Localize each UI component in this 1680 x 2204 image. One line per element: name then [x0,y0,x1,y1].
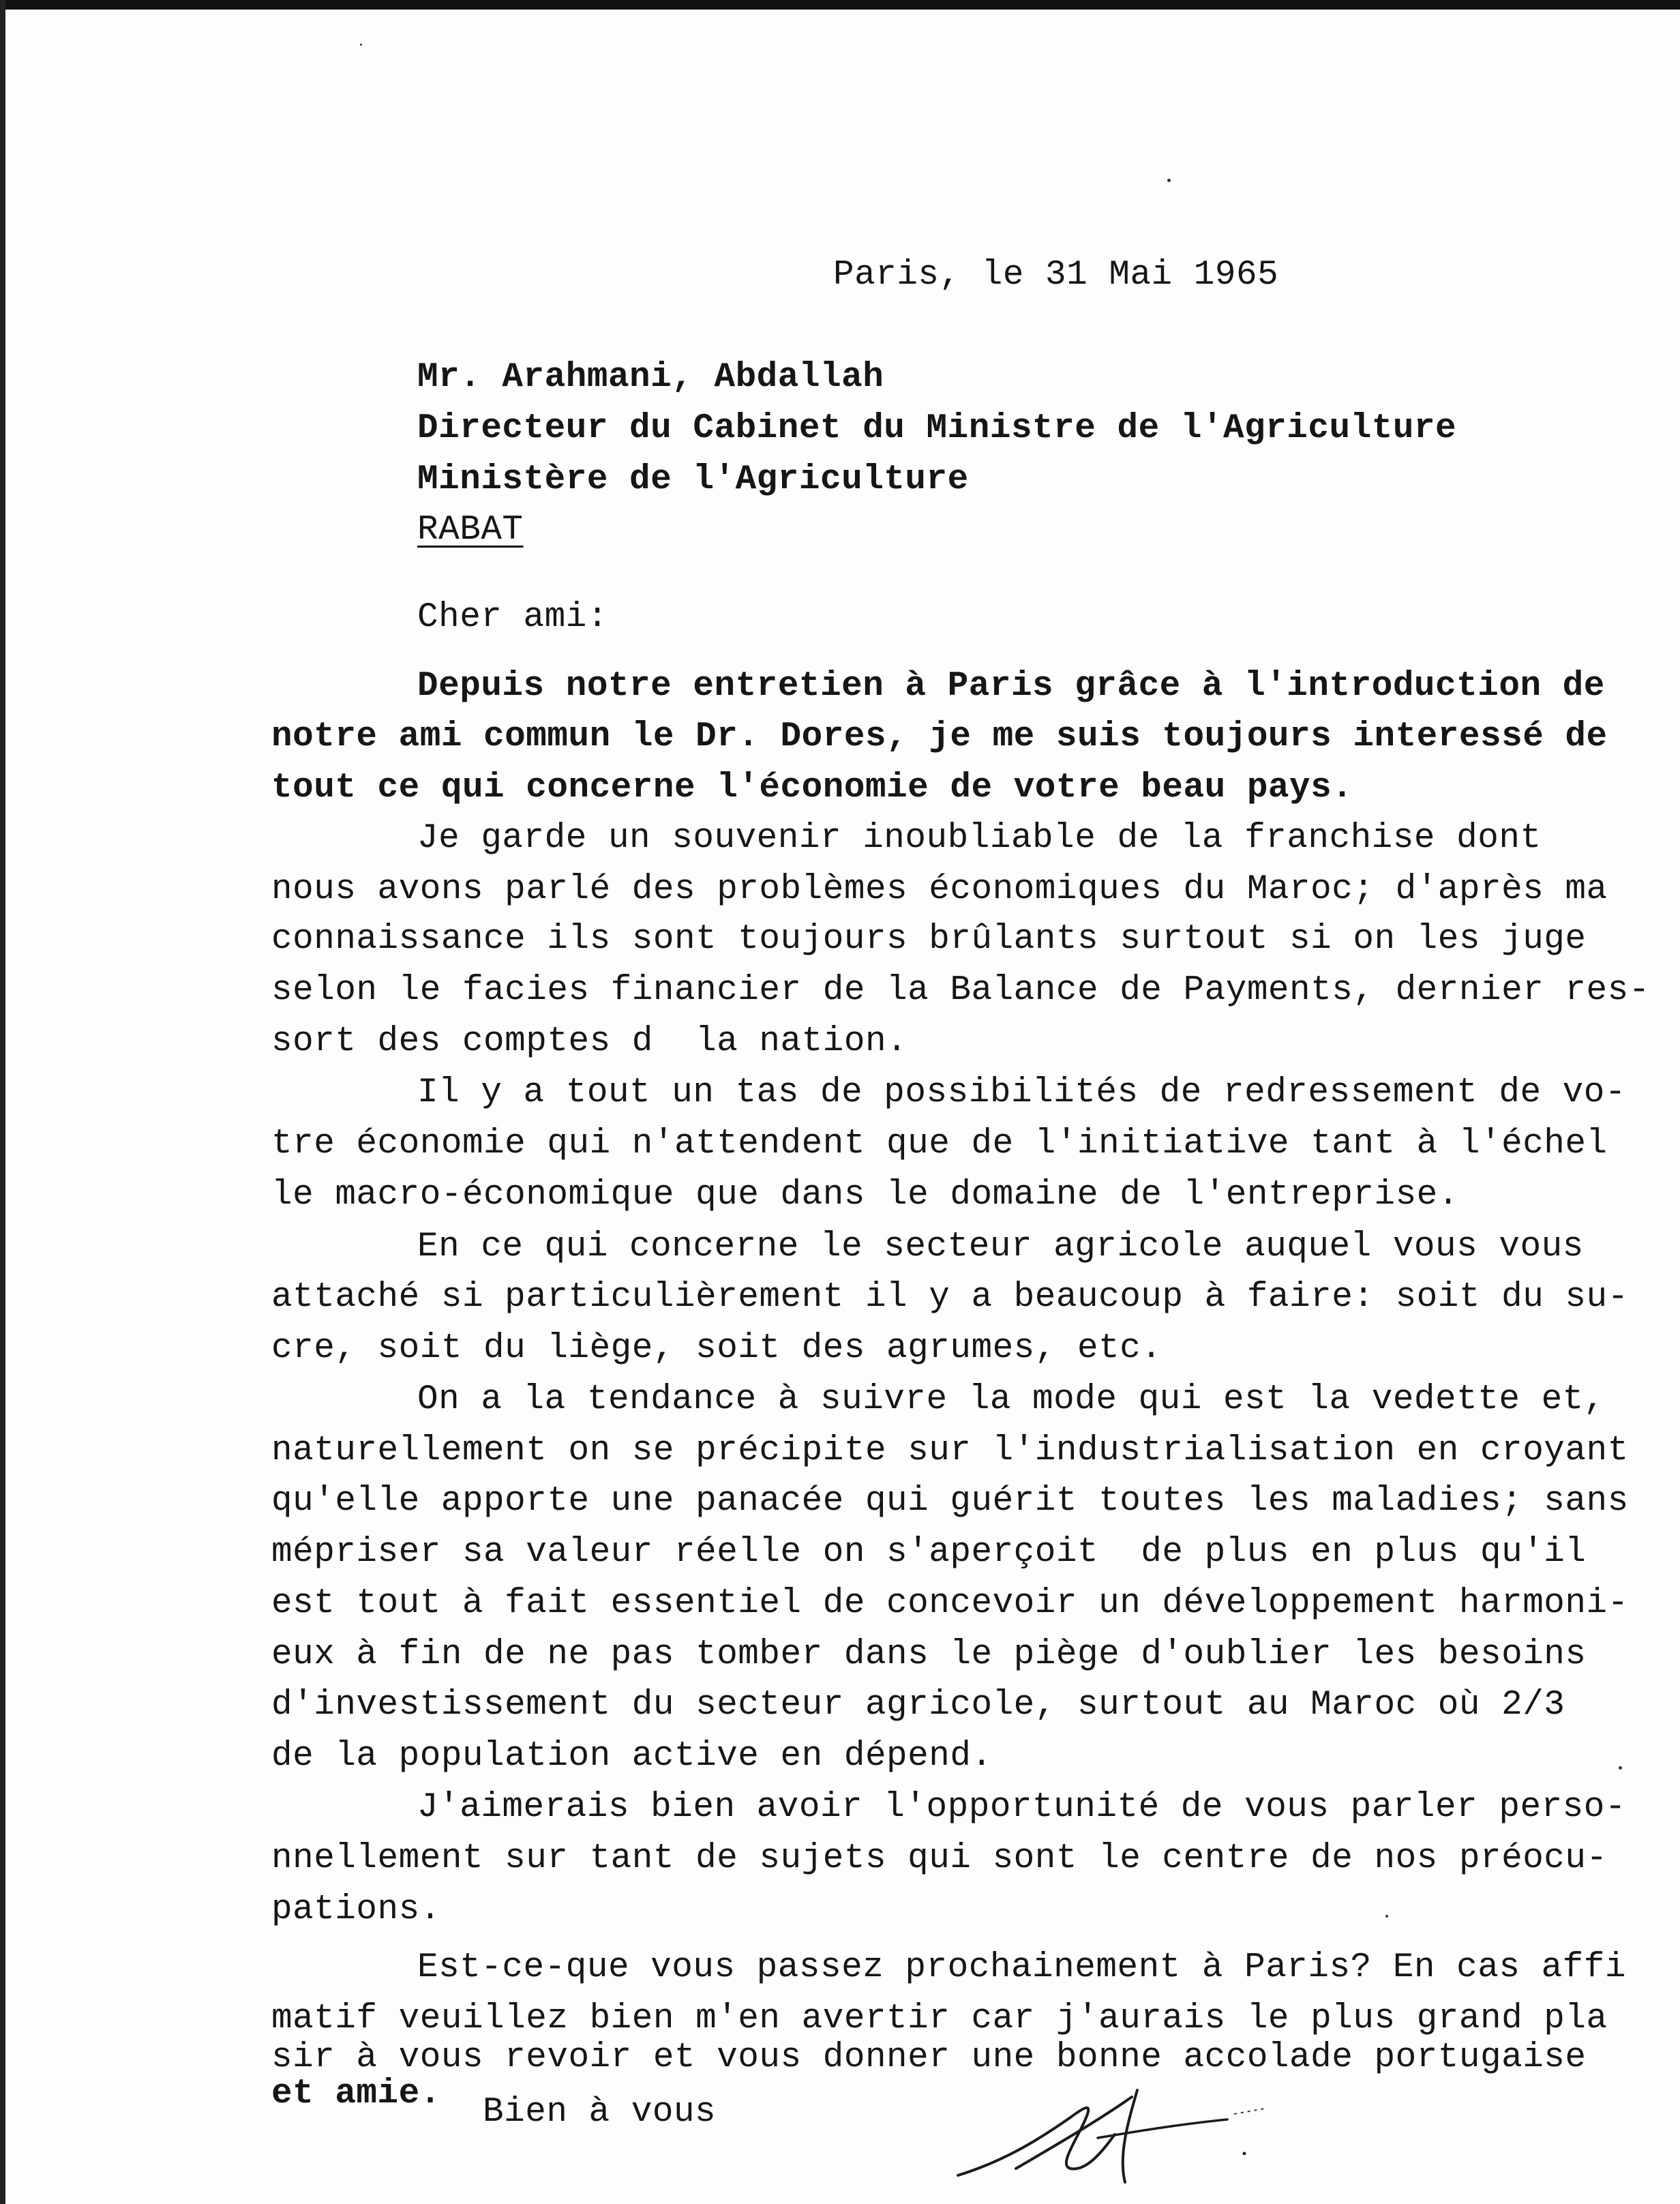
body-line: matif veuillez bien m'en avertir car j'aurais le plus grand pla [271,1999,1608,2038]
body-line: est tout à fait essentiel de concevoir un développement harmoni- [271,1584,1629,1623]
body-line: sort des comptes d la nation. [271,1022,908,1061]
body-line: mépriser sa valeur réelle on s'aperçoit de plus en plus qu'il [271,1533,1587,1572]
body-line: nous avons parlé des problèmes économiques du Maroc; d'après ma [271,870,1608,909]
body-line: eux à fin de ne pas tomber dans le piège d'oublier les besoins [271,1635,1587,1674]
body-line: sir à vous revoir et vous donner une bonne accolade portugaise [271,2038,1587,2077]
dateline: Paris, le 31 Mai 1965 [833,256,1279,295]
recipient-title: Directeur du Cabinet du Ministre de l'Agriculture [417,409,1457,448]
salutation: Cher ami: [417,598,608,637]
recipient-name: Mr. Arahmani, Abdallah [417,358,884,397]
recipient-city: RABAT [417,511,524,550]
body-line: d'investissement du secteur agricole, surtout au Maroc où 2/3 [271,1686,1565,1725]
scan-speck [1619,1766,1622,1770]
body-line: cre, soit du liège, soit des agrumes, etc. [271,1329,1162,1368]
body-line: pations. [271,1890,441,1929]
scan-speck [1167,179,1171,182]
body-line: notre ami commun le Dr. Dores, je me suis toujours interessé de [271,717,1608,756]
body-line: Je garde un souvenir inoubliable de la franchise dont [417,819,1542,858]
body-line: En ce qui concerne le secteur agricole auquel vous vous [417,1227,1584,1266]
signature-mark [955,2066,1268,2196]
body-line: connaissance ils sont toujours brûlants surtout si on les juge [271,920,1587,959]
body-line: On a la tendance à suivre la mode qui est la vedette et, [417,1380,1605,1419]
recipient-ministry: Ministère de l'Agriculture [417,460,969,499]
scan-edge-left [0,0,5,2204]
body-line: Il y a tout un tas de possibilités de redressement de vo- [417,1073,1626,1112]
scan-speck [1385,1915,1388,1918]
body-line: et amie. [271,2074,441,2113]
body-line: nnellement sur tant de sujets qui sont le centre de nos préocu- [271,1839,1608,1878]
body-line: de la population active en dépend. [271,1737,993,1776]
body-line: le macro-économique que dans le domaine de l'entreprise. [271,1176,1459,1215]
body-line: tout ce qui concerne l'économie de votre beau pays. [271,769,1353,807]
body-line: Depuis notre entretien à Paris grâce à l'introduction de [417,667,1605,706]
body-line: qu'elle apporte une panacée qui guérit toutes les maladies; sans [271,1482,1629,1521]
scan-edge-top [0,0,1680,10]
body-line: tre économie qui n'attendent que de l'initiative tant à l'échel [271,1125,1608,1163]
scan-speck [360,44,362,46]
body-line: attaché si particulièrement il y a beaucoup à faire: soit du su- [271,1278,1629,1317]
body-line: J'aimerais bien avoir l'opportunité de vous parler perso- [417,1788,1626,1827]
body-line: naturellement on se précipite sur l'industrialisation en croyant [271,1431,1629,1470]
closing: Bien à vous [483,2093,717,2132]
body-line: Est-ce-que vous passez prochainement à Paris? En cas affi [417,1948,1626,1987]
body-line: selon le facies financier de la Balance de Payments, dernier res- [271,971,1650,1010]
